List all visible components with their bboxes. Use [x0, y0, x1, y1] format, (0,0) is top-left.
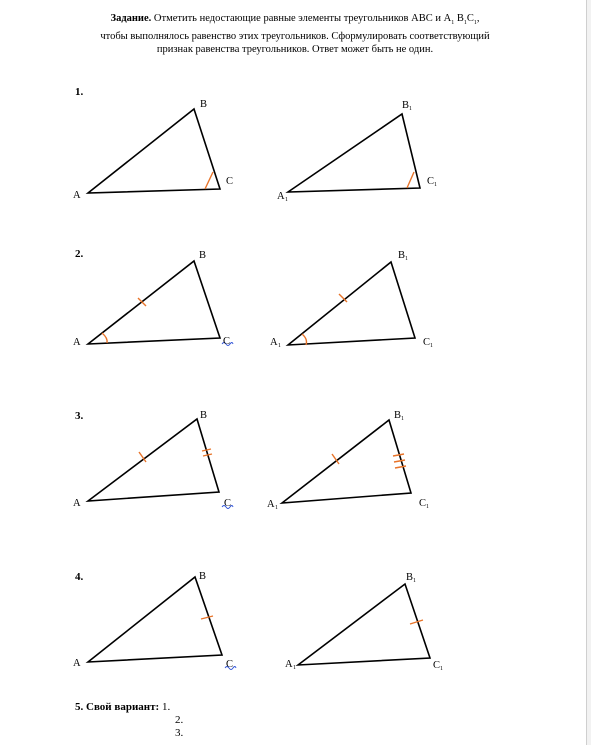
own-variant-label: 5. Свой вариант:	[75, 701, 160, 713]
vertex-c-label: C	[223, 336, 231, 347]
header-line-2: чтобы выполнялось равенство этих треугольников. Сформулировать соответствующий	[100, 31, 490, 43]
problem-number-4: 4.	[75, 571, 84, 583]
vertex-c-label: C	[226, 659, 234, 670]
subscript: 1	[430, 343, 433, 349]
subscript: 1	[409, 106, 412, 112]
vertex-a-label: A	[73, 498, 81, 509]
subscript: 1	[293, 665, 296, 671]
triangle-outline	[288, 262, 415, 345]
vertex-a-label: A	[73, 190, 81, 201]
triangle-a1b1c1-2	[270, 250, 433, 349]
triangle-abc-4	[73, 571, 236, 670]
vertex-a-label: A	[73, 337, 81, 348]
own-variant-item-2: 2.	[175, 714, 184, 726]
task-text-b: B	[456, 13, 464, 24]
vertex-a1-label: A	[270, 337, 278, 348]
vertex-b-label: B	[200, 410, 208, 421]
vertex-c-label: C	[224, 498, 232, 509]
vertex-a1-label: A	[267, 499, 275, 510]
problem-number-3: 3.	[75, 410, 84, 422]
angle-mark	[407, 172, 414, 188]
triangle-outline	[88, 577, 222, 662]
vertex-c1-label: C	[423, 337, 431, 348]
problem-number-2: 2.	[75, 248, 84, 260]
triangle-a1b1c1-4	[285, 572, 443, 672]
subscript: 1	[451, 20, 455, 27]
triangle-abc-3	[73, 410, 233, 509]
vertex-a-label: A	[73, 658, 81, 669]
vertex-a1-label: A	[285, 659, 293, 670]
side-tick	[201, 616, 213, 619]
vertex-b-label: B	[200, 99, 208, 110]
triangle-abc-2	[73, 250, 233, 348]
triangle-a1b1c1-3	[267, 410, 429, 511]
subscript: 1	[285, 197, 288, 203]
header-line-3: признак равенства треугольников. Ответ может быть не один.	[156, 44, 434, 56]
subscript: 1	[426, 504, 429, 510]
task-text-tail: ,	[476, 13, 480, 24]
side-tick	[410, 620, 423, 624]
subscript: 1	[473, 20, 477, 27]
vertex-c1-label: C	[419, 498, 427, 509]
vertex-a1-label: A	[277, 191, 285, 202]
subscript: 1	[278, 343, 281, 349]
own-variant-item-3: 3.	[175, 727, 184, 739]
subscript: 1	[463, 20, 467, 27]
task-text: Отметить недостающие равные элементы треугольников ABC и A	[153, 13, 452, 24]
own-variant-item-1: 1.	[161, 701, 171, 713]
triangle-abc-1	[73, 99, 233, 201]
angle-mark	[102, 333, 107, 343]
vertex-b-label: B	[199, 571, 207, 582]
task-text-c: C	[466, 13, 474, 24]
subscript: 1	[440, 666, 443, 672]
vertex-b-label: B	[199, 250, 207, 261]
subscript: 1	[275, 505, 278, 511]
triangle-outline	[88, 261, 220, 344]
vertex-c1-label: C	[433, 660, 441, 671]
vertex-c1-label: C	[427, 176, 435, 187]
own-variant-line-1	[75, 701, 183, 714]
problem-number-1: 1.	[75, 86, 84, 98]
vertex-b1-label: B	[398, 250, 406, 261]
subscript: 1	[413, 578, 416, 584]
triangle-outline	[282, 420, 411, 503]
angle-mark	[205, 172, 213, 189]
triangle-outline	[88, 419, 219, 501]
triangle-outline	[88, 109, 220, 193]
vertex-b1-label: B	[406, 572, 414, 583]
subscript: 1	[401, 416, 404, 422]
task-label: Задание.	[110, 13, 152, 24]
triangle-a1b1c1-1	[277, 100, 437, 203]
vertex-b1-label: B	[402, 100, 410, 111]
subscript: 1	[434, 182, 437, 188]
subscript: 1	[405, 256, 408, 262]
vertex-b1-label: B	[394, 410, 402, 421]
own-variant-section	[75, 701, 183, 740]
triangle-outline	[288, 114, 420, 192]
vertex-c-label: C	[226, 176, 234, 187]
